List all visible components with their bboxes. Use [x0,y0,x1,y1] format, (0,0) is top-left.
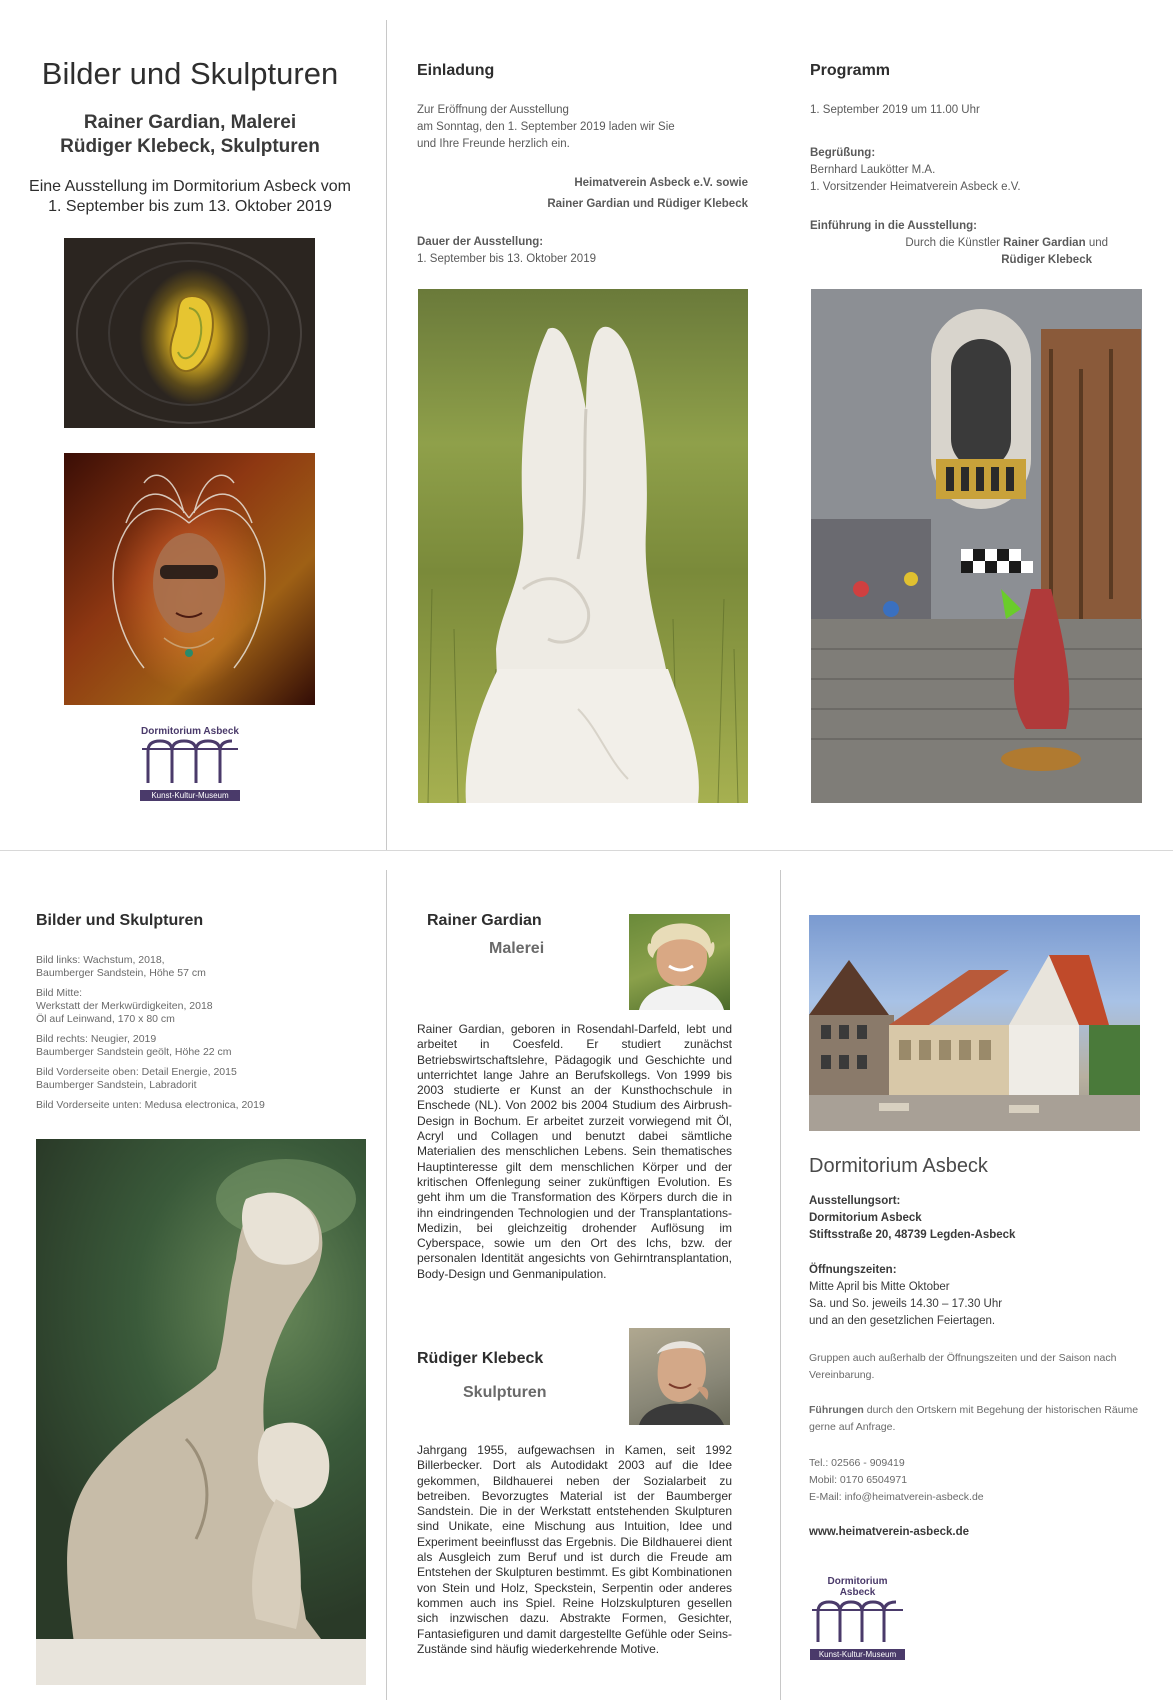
greeting-role: 1. Vorsitzender Heimatverein Asbeck e.V. [810,181,1021,193]
dormitorium-photo [809,915,1140,1131]
tours-bold: Führungen [809,1404,864,1416]
hours-line3: und an den gesetzlichen Feiertagen. [809,1315,996,1327]
sculpture-growth-image [418,289,748,803]
panel-divider-bottom-2 [780,870,781,1700]
cover-desc2: 1. September bis zum 13. Oktober 2019 [48,198,332,215]
caption-line: Bild rechts: Neugier, 2019 [36,1033,157,1045]
venue-label: Ausstellungsort: [809,1195,901,1207]
workshop-painting-image [811,289,1142,803]
artist1-field: Malerei [489,940,545,957]
hours-line1: Mitte April bis Mitte Oktober [809,1281,950,1293]
intro-name1: Rainer Gardian [1003,237,1086,249]
medusa-image [64,453,315,705]
invitation-host2: Rainer Gardian und Rüdiger Klebeck [547,198,748,210]
logo-title: Dormitorium Asbeck [141,726,239,737]
logo-subtitle: Kunst-Kultur-Museum [810,1649,905,1660]
contact-email[interactable]: E-Mail: info@heimatverein-asbeck.de [809,1491,984,1503]
logo-title: Dormitorium Asbeck [827,1576,888,1598]
invitation-line3: und Ihre Freunde herzlich ein. [417,138,570,150]
cover-title: Bilder und Skulpturen [41,56,339,91]
hours-line2: Sa. und So. jeweils 14.30 – 17.30 Uhr [809,1298,1003,1310]
intro-text: Durch die Künstler [905,237,1000,249]
credits-heading: Bilder und Skulpturen [36,912,204,929]
intro-line [810,235,1108,252]
cover-artist2: Rüdiger Klebeck, Skulpturen [60,136,320,157]
caption-item [36,1066,366,1092]
venue-title: Dormitorium Asbeck [809,1155,988,1177]
intro-and: und [1088,237,1108,249]
program-date: 1. September 2019 um 11.00 Uhr [810,104,980,116]
caption-item [36,954,366,980]
cover-desc1: Eine Ausstellung im Dormitorium Asbeck vom [29,178,351,195]
contact-tel: Tel.: 02566 - 909419 [809,1457,905,1469]
caption-line: Bild links: Wachstum, 2018, [36,954,165,966]
arch-columns-icon [140,737,240,785]
museum-logo-2 [810,1576,905,1660]
caption-line: Öl auf Leinwand, 170 x 80 cm [36,1013,175,1025]
panel-divider-top-1 [386,20,387,850]
caption-line: Baumberger Sandstein, Labradorit [36,1079,197,1091]
invitation-line1: Zur Eröffnung der Ausstellung [417,104,569,116]
caption-item [36,1099,366,1112]
venue-name: Dormitorium Asbeck [809,1212,922,1224]
invitation-heading: Einladung [417,62,495,79]
museum-logo [140,726,240,801]
sheet-divider [0,850,1173,851]
logo-subtitle: Kunst-Kultur-Museum [140,790,240,801]
tours-note [809,1402,1139,1436]
sculpture-curiosity-image [36,1139,366,1685]
duration-label: Dauer der Ausstellung: [417,236,544,248]
hours-label: Öffnungszeiten: [809,1264,897,1276]
artist2-field: Skulpturen [463,1384,547,1401]
groups-note: Gruppen auch außerhalb der Öffnungszeiten und der Saison nach Vereinbarung. [809,1352,1117,1381]
cover-artist1: Rainer Gardian, Malerei [83,112,297,133]
invitation-host1: Heimatverein Asbeck e.V. sowie [574,177,748,189]
artist2-name: Rüdiger Klebeck [417,1350,544,1367]
intro-label: Einführung in die Ausstellung: [810,220,977,232]
energy-detail-image [64,238,315,428]
caption-line: Bild Vorderseite unten: Medusa electronica, 2019 [36,1099,265,1111]
program-heading: Programm [810,62,891,79]
artist1-bio: Rainer Gardian, geboren in Rosendahl-Darfeld, lebt und arbeitet in Coesfeld. Er studiert zunächst Betriebswirtschaftslehre, Pädagogik und Geschichte und unterrichtet lange Jahre an Berufskollegs. Von 1999 bis 2003 studierte er Kunst an der Kunsthochschule in Enschede (NL). Von 2002 bis 2004 Studium des Airbrush-Design in Bochum. Er arbeitet zurzeit vorwiegend mit Öl, Acryl und Collagen und benutzt dabei sämtliche Materialien des menschlichen Lebens. Sein thematisches Hauptinteresse gilt dem menschlichen Körper und der kritischen Offenlegung seiner zukünftigen Evolution. Es geht ihm um die Transformation des Körpers durch die in ihn eindringenden Technologien und der Transplantations-Medizin, bei gleichzeitig drohender Auflösung im Cyberspace, sowie um den Ort des Ichs, bzw. der personalen Identität angesichts von Gehirntransplantation, Body-Design und Genmanipulation. [417,1022,732,1281]
artist2-bio: Jahrgang 1955, aufgewachsen in Kamen, seit 1992 Billerbecker. Dort als Autodidakt 2003 auf die Idee gekommen, Bildhauerei neben der Sozialarbeit zu betreiben. Bevorzugtes Material ist der Baumberger Sandstein. Die in der Werkstatt entstehenden Skulpturen sind Unikate, eine Mischung aus Intuition, Idee und Experiment beeinflusst das Ergebnis. Die Bildhauerei dient als Ausgleich zum Beruf und ist durch die Freude am Entstehen der Skulpturen bestimmt. Es gibt Kombinationen von Stein und Holz, Speckstein, Serpentin oder anderes kommen auch ins Spiel. Reine Holzskulpturen gesellen sich inzwischen dazu. Abstrakte Formen, Gesichter, Fantasiefiguren und damit dargestellte Gefühle oder Seins-Zustände sind häufig wiederkehrende Motive. [417,1443,732,1656]
artist1-name: Rainer Gardian [427,912,542,929]
website-link[interactable]: www.heimatverein-asbeck.de [809,1526,970,1538]
caption-item [36,1033,366,1059]
arch-columns-icon [810,1598,905,1644]
venue-address: Stiftsstraße 20, 48739 Legden-Asbeck [809,1229,1016,1241]
caption-item [36,987,366,1026]
artist2-portrait [629,1328,730,1425]
caption-line: Bild Mitte: [36,987,83,999]
caption-line: Werkstatt der Merkwürdigkeiten, 2018 [36,1000,213,1012]
intro-name2: Rüdiger Klebeck [1001,254,1092,266]
credits-list [36,954,366,1112]
tours-text: durch den Ortskern mit Begehung der historischen Räume gerne auf Anfrage. [809,1404,1139,1433]
duration-value: 1. September bis 13. Oktober 2019 [417,253,596,265]
artist1-portrait [629,914,730,1010]
caption-line: Bild Vorderseite oben: Detail Energie, 2015 [36,1066,237,1078]
greeting-label: Begrüßung: [810,147,876,159]
panel-divider-bottom-1 [386,870,387,1700]
contact-mobile: Mobil: 0170 6504971 [809,1474,908,1486]
greeting-name: Bernhard Laukötter M.A. [810,164,936,176]
caption-line: Baumberger Sandstein geölt, Höhe 22 cm [36,1046,232,1058]
caption-line: Baumberger Sandstein, Höhe 57 cm [36,967,206,979]
invitation-line2: am Sonntag, den 1. September 2019 laden wir Sie [417,121,675,133]
